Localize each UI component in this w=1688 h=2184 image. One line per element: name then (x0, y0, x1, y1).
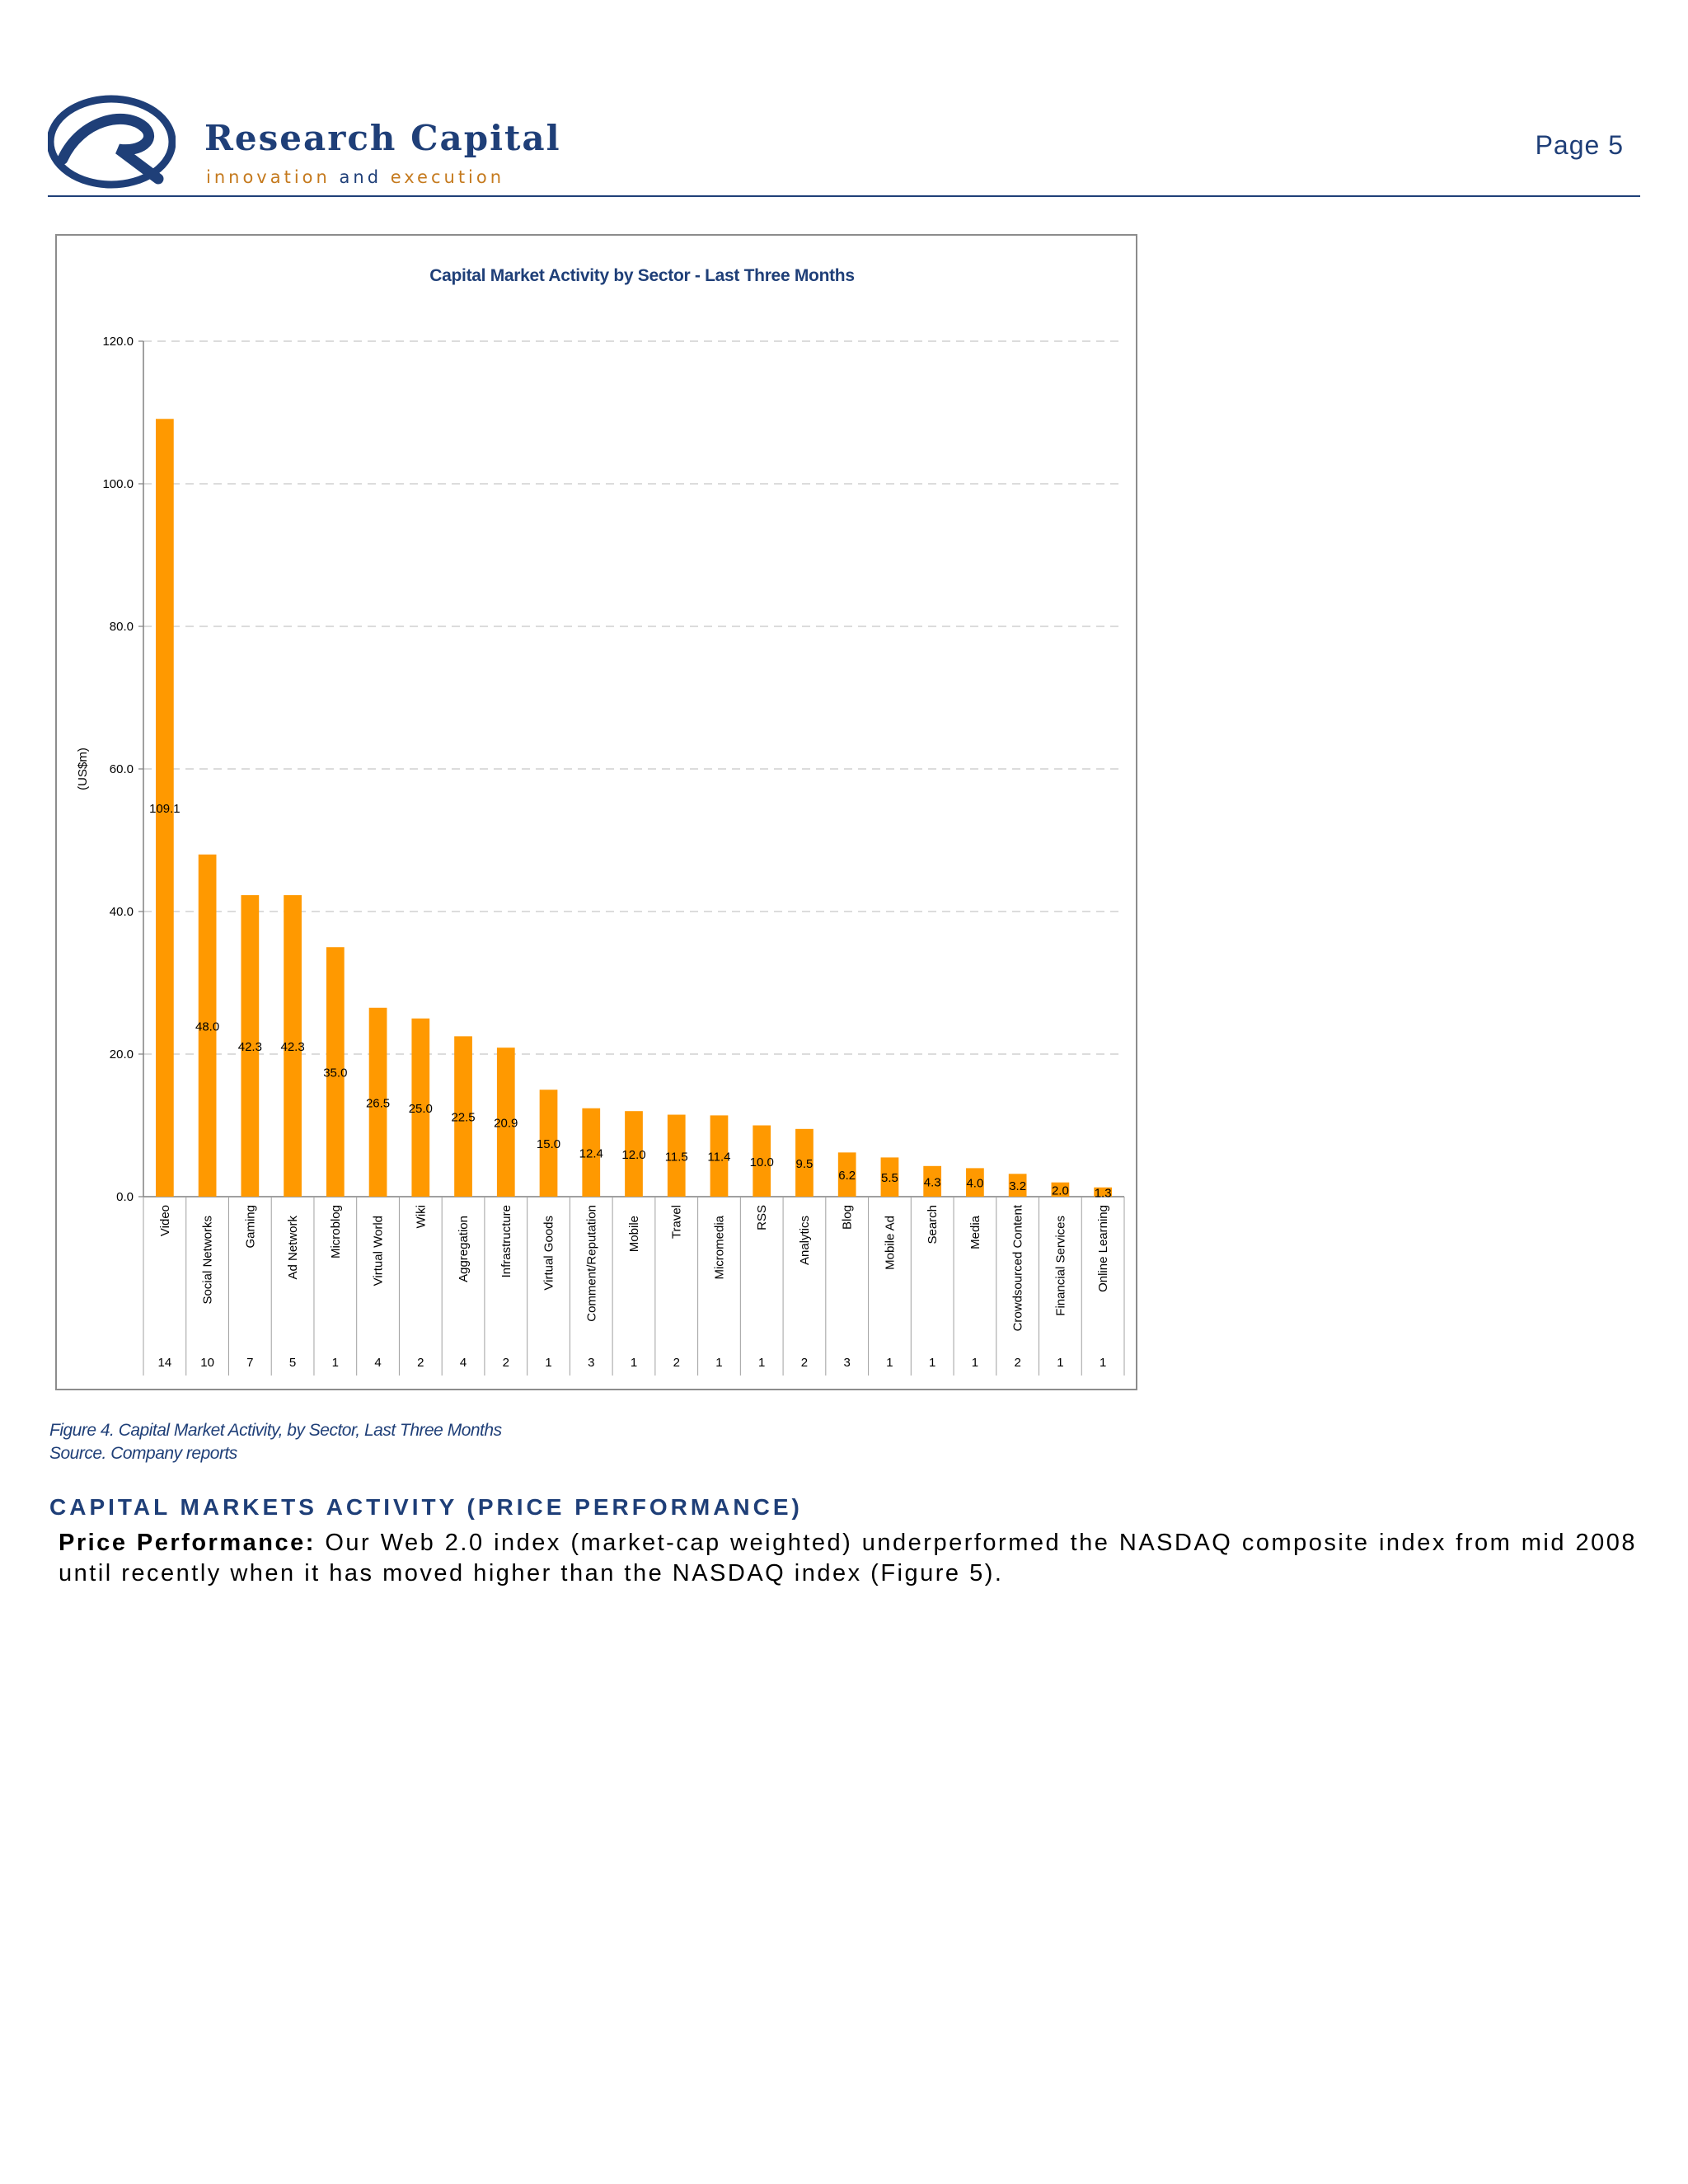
deal-count: 2 (502, 1356, 509, 1370)
y-axis-label: (US$m) (76, 748, 90, 790)
data-label: 5.5 (881, 1171, 898, 1186)
category-label: Video (157, 1205, 172, 1237)
data-label: 6.2 (838, 1169, 856, 1183)
data-label: 9.5 (795, 1156, 814, 1171)
header-divider (48, 195, 1640, 197)
data-label: 26.5 (365, 1096, 391, 1111)
category-label: Mobile Ad (883, 1216, 898, 1270)
caption-source: Source. Company reports (49, 1444, 237, 1463)
deal-count: 2 (673, 1356, 680, 1370)
deal-count: 5 (288, 1356, 297, 1370)
deal-count: 2 (417, 1356, 424, 1370)
y-tick-label: 100.0 (102, 477, 134, 491)
deal-count: 14 (157, 1356, 172, 1370)
category-label: Search (926, 1205, 940, 1244)
deal-count: 4 (374, 1356, 382, 1370)
brand-tagline (206, 167, 504, 187)
deal-count: 2 (1014, 1356, 1021, 1370)
tagline-innovation: innovation (206, 167, 331, 187)
data-label: 3.2 (1009, 1179, 1027, 1194)
category-label: Virtual World (371, 1216, 386, 1286)
body-paragraph (59, 1528, 1637, 1589)
deal-count: 1 (886, 1356, 893, 1370)
category-label: Media (968, 1216, 982, 1249)
data-label: 22.5 (451, 1110, 476, 1125)
brand-name: Research Capital (204, 118, 561, 158)
data-label: 15.0 (536, 1137, 561, 1152)
category-label: Gaming (243, 1205, 258, 1249)
y-tick-label: 0.0 (116, 1190, 134, 1204)
category-label: Virtual Goods (542, 1216, 556, 1291)
caption-title: Figure 4. Capital Market Activity, by Sector, Last Three Months (49, 1421, 502, 1440)
category-label: Analytics (797, 1216, 812, 1266)
data-label: 48.0 (195, 1019, 220, 1034)
research-capital-logo (48, 95, 561, 190)
section-heading: CAPITAL MARKETS ACTIVITY (PRICE PERFORMANCE) (49, 1494, 803, 1520)
category-label: Blog (840, 1205, 855, 1230)
deal-count: 3 (588, 1356, 595, 1370)
y-tick-label: 120.0 (102, 335, 134, 349)
logo-mark-icon (48, 95, 176, 190)
data-label: 1.3 (1094, 1186, 1112, 1201)
category-label: Aggregation (457, 1216, 471, 1282)
data-label: 4.3 (923, 1175, 941, 1190)
category-label: Online Learning (1096, 1205, 1111, 1292)
y-tick-label: 20.0 (109, 1047, 134, 1062)
deal-count: 1 (1099, 1356, 1107, 1370)
data-label: 2.0 (1051, 1183, 1069, 1198)
category-label: Wiki (414, 1205, 429, 1229)
bar-chart (57, 236, 1136, 1389)
data-label: 11.4 (707, 1150, 731, 1165)
deal-count: 1 (929, 1356, 936, 1370)
data-label: 25.0 (408, 1101, 433, 1116)
category-label: Infrastructure (499, 1205, 513, 1278)
deal-count: 1 (971, 1356, 979, 1370)
page-number: Page 5 (1535, 130, 1624, 160)
data-label: 4.0 (966, 1176, 984, 1191)
y-tick-label: 40.0 (109, 905, 134, 919)
category-label: RSS (755, 1205, 770, 1230)
category-label: Travel (669, 1205, 684, 1240)
deal-count: 1 (630, 1356, 638, 1370)
deal-count: 7 (246, 1356, 254, 1370)
category-label: Comment/Reputation (584, 1205, 599, 1322)
data-label: 12.0 (621, 1148, 646, 1163)
data-label: 42.3 (280, 1040, 305, 1055)
category-label: Social Networks (200, 1216, 215, 1305)
category-label: Mobile (627, 1216, 641, 1253)
deal-count: 1 (715, 1356, 723, 1370)
category-label: Crowdsourced Content (1010, 1205, 1025, 1332)
data-label: 12.4 (579, 1146, 603, 1161)
data-label: 42.3 (237, 1040, 262, 1055)
figure-caption (49, 1419, 502, 1465)
chart-frame (55, 234, 1137, 1390)
deal-count: 3 (843, 1356, 851, 1370)
data-label: 11.5 (664, 1150, 688, 1165)
deal-count: 1 (331, 1356, 339, 1370)
tagline-and: and (339, 167, 382, 187)
category-label: Ad Network (286, 1216, 301, 1280)
deal-count: 4 (459, 1356, 467, 1370)
data-label: 10.0 (749, 1155, 774, 1169)
data-label: 109.1 (149, 802, 181, 817)
category-label: Financial Services (1053, 1216, 1068, 1316)
y-tick-label: 60.0 (109, 762, 134, 776)
deal-count: 2 (800, 1356, 809, 1370)
chart-title: Capital Market Activity by Sector - Last Three Months (429, 266, 855, 285)
category-label: Microblog (328, 1205, 343, 1259)
tagline-execution: execution (390, 167, 505, 187)
body-text: Our Web 2.0 index (market-cap weighted) underperformed the NASDAQ composite index from mid 2008 until recently when it has moved higher than the NASDAQ index (Figure 5). (59, 1530, 1637, 1586)
deal-count: 1 (1057, 1356, 1064, 1370)
deal-count: 10 (200, 1356, 214, 1370)
data-label: 20.9 (494, 1116, 518, 1131)
data-label: 35.0 (323, 1066, 348, 1080)
deal-count: 1 (758, 1356, 766, 1370)
deal-count: 1 (545, 1356, 552, 1370)
body-lead: Price Performance: (59, 1530, 316, 1556)
y-tick-label: 80.0 (109, 620, 134, 634)
category-label: Micromedia (712, 1216, 727, 1280)
